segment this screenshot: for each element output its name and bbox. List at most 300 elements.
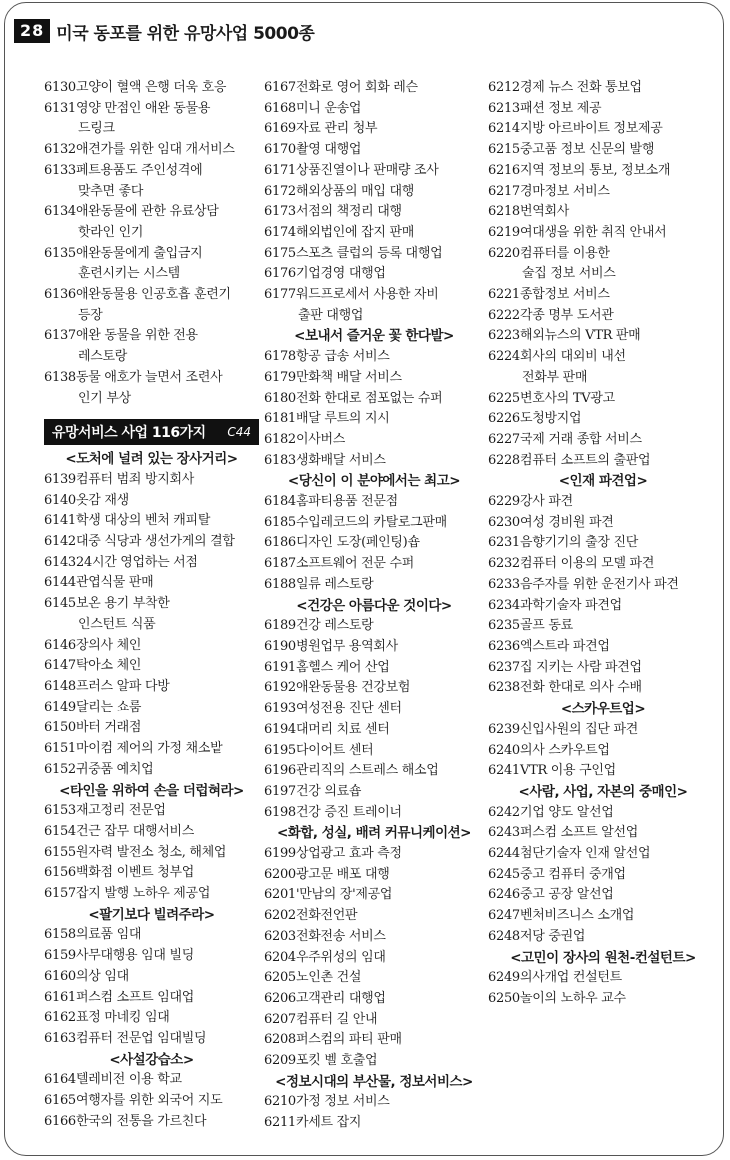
item-line: 홈헬스 케어 산업 xyxy=(296,659,390,675)
item-line: 컴퓨터 이용의 모델 파견 xyxy=(520,556,655,572)
item-line: 노인촌 건설 xyxy=(296,970,362,986)
book-title: 미국 동포를 위한 유망사업 5000종 xyxy=(56,23,315,44)
list-item xyxy=(264,1051,484,1072)
item-line: 여성전용 진단 센터 xyxy=(296,701,402,717)
list-item xyxy=(264,223,484,244)
list-item xyxy=(488,575,718,596)
item-number: 6224 xyxy=(488,349,520,365)
item-line: 전화 한대로 의사 수배 xyxy=(520,680,642,696)
item-text xyxy=(520,741,610,762)
item-number: 6246 xyxy=(488,887,520,903)
item-number: 6199 xyxy=(264,846,296,862)
item-line: 사무대행용 임대 빌딩 xyxy=(76,948,194,964)
item-line: 골프 동료 xyxy=(520,618,573,634)
list-item xyxy=(44,573,259,594)
item-text xyxy=(296,119,377,140)
item-line: '만남의 장'제공업 xyxy=(296,887,393,903)
item-number: 6136 xyxy=(44,287,76,303)
item-number: 6135 xyxy=(44,245,76,261)
item-text xyxy=(520,720,638,741)
item-text xyxy=(296,430,345,451)
item-number: 6249 xyxy=(488,970,520,986)
item-line: 지역 정보의 통보, 정보소개 xyxy=(520,162,671,178)
list-item xyxy=(488,389,718,410)
item-number: 6229 xyxy=(488,494,520,510)
list-item xyxy=(488,119,718,140)
list-item xyxy=(488,989,718,1010)
item-number: 6239 xyxy=(488,721,520,737)
list-item xyxy=(264,140,484,161)
item-line: 해외상품의 매입 대행 xyxy=(296,183,414,199)
item-line: 기업 양도 알선업 xyxy=(520,804,614,820)
item-number: 6149 xyxy=(44,699,76,715)
list-item xyxy=(488,658,718,679)
item-text xyxy=(520,99,601,120)
item-text xyxy=(296,451,386,472)
item-line: 우주위성의 임대 xyxy=(296,949,386,965)
section-banner xyxy=(44,419,259,445)
list-item xyxy=(44,78,259,99)
item-line: 음주자를 위한 운전기사 파견 xyxy=(520,576,679,592)
item-line: 해외법인에 잡지 판매 xyxy=(296,224,414,240)
item-number: 6167 xyxy=(264,80,296,95)
item-number: 6151 xyxy=(44,741,76,757)
item-line: 한국의 전통을 가르친다 xyxy=(76,1113,207,1129)
list-item xyxy=(44,1029,259,1050)
list-item xyxy=(264,803,484,824)
item-number: 6237 xyxy=(488,659,520,675)
item-line: 건강 의료숍 xyxy=(296,783,362,799)
item-line: 대머리 치료 센터 xyxy=(296,721,390,737)
item-text xyxy=(76,967,129,988)
list-item xyxy=(44,202,259,243)
item-number: 6209 xyxy=(264,1053,296,1069)
item-number: 6166 xyxy=(44,1113,76,1129)
item-text xyxy=(520,596,622,617)
item-line: 레스토랑 xyxy=(78,349,128,365)
item-number: 6192 xyxy=(264,680,296,696)
item-text xyxy=(520,844,650,865)
item-line: 컴퓨터 소프트의 출판업 xyxy=(520,452,651,468)
item-number: 6232 xyxy=(488,556,520,572)
item-number: 6161 xyxy=(44,989,76,1005)
item-text xyxy=(296,99,361,120)
item-line: 장의사 체인 xyxy=(76,637,142,653)
list-item xyxy=(44,553,259,574)
list-item xyxy=(264,906,484,927)
item-line: 의료품 임대 xyxy=(76,927,142,943)
item-text xyxy=(296,637,398,658)
item-line: 애완동물용 인공호흡 훈련기 xyxy=(76,287,231,303)
item-number: 6208 xyxy=(264,1032,296,1048)
item-line: 광고문 배포 대행 xyxy=(296,866,390,882)
item-line: 컴퓨터 범죄 방지회사 xyxy=(76,471,194,487)
item-number: 6163 xyxy=(44,1030,76,1046)
item-number: 6250 xyxy=(488,990,520,1006)
item-line: 항공 급송 서비스 xyxy=(296,349,390,365)
item-number: 6213 xyxy=(488,100,520,116)
list-item xyxy=(44,470,259,491)
item-number: 6217 xyxy=(488,183,520,199)
item-number: 6168 xyxy=(264,100,296,116)
item-number: 6186 xyxy=(264,535,296,551)
item-number: 6152 xyxy=(44,761,76,777)
item-line: 영양 만점인 애완 동물용 xyxy=(76,100,211,116)
item-text xyxy=(520,803,613,824)
item-number: 6205 xyxy=(264,970,296,986)
item-line: 애완동물에게 출입금지 xyxy=(76,245,203,261)
list-item xyxy=(264,1092,484,1113)
item-line: 고객관리 대행업 xyxy=(296,990,386,1006)
list-item xyxy=(44,739,259,760)
item-text xyxy=(296,575,373,596)
list-item xyxy=(264,948,484,969)
list-item xyxy=(488,306,718,327)
item-line: 상업광고 효과 측정 xyxy=(296,846,402,862)
list-item xyxy=(44,161,259,202)
item-number: 6197 xyxy=(264,783,296,799)
list-item xyxy=(264,202,484,223)
item-line: 카세트 잡지 xyxy=(296,1115,362,1131)
item-number: 6137 xyxy=(44,328,76,344)
item-text xyxy=(76,202,219,243)
item-number: 6241 xyxy=(488,763,520,779)
item-line: 번역회사 xyxy=(520,204,570,220)
item-line: 컴퓨터 길 안내 xyxy=(296,1011,378,1027)
item-line: 핫라인 인기 xyxy=(78,224,144,240)
item-text xyxy=(296,554,414,575)
item-number: 6162 xyxy=(44,1010,76,1026)
item-number: 6244 xyxy=(488,846,520,862)
item-line: 과학기술자 파견업 xyxy=(520,597,622,613)
item-number: 6182 xyxy=(264,431,296,447)
item-line: 집 지키는 사람 파견업 xyxy=(520,659,642,675)
item-text xyxy=(296,865,389,886)
category-heading: <정보시대의 부산물, 정보서비스> xyxy=(275,1073,473,1090)
item-number: 6221 xyxy=(488,287,520,303)
list-item xyxy=(488,409,718,430)
item-number: 6187 xyxy=(264,556,296,572)
item-line: 귀중품 예치업 xyxy=(76,761,154,777)
list-item xyxy=(488,968,718,989)
item-line: 벤처비즈니스 소개업 xyxy=(520,908,635,924)
item-number: 6193 xyxy=(264,701,296,717)
item-number: 6220 xyxy=(488,245,520,261)
item-number: 6196 xyxy=(264,763,296,779)
item-line: 이사버스 xyxy=(296,431,346,447)
item-number: 6172 xyxy=(264,183,296,199)
item-number: 6223 xyxy=(488,328,520,344)
item-line: 신입사원의 집단 파견 xyxy=(520,721,638,737)
item-line: 건근 잡무 대행서비스 xyxy=(76,823,194,839)
item-text xyxy=(296,513,447,534)
list-item xyxy=(264,533,484,554)
list-item xyxy=(264,844,484,865)
column-2 xyxy=(264,78,484,1134)
list-item xyxy=(44,511,259,532)
item-line: 일류 레스토랑 xyxy=(296,576,374,592)
item-text xyxy=(76,739,222,760)
item-line: 소프트웨어 전문 수퍼 xyxy=(296,556,414,572)
list-item xyxy=(44,946,259,967)
item-line: 종합정보 서비스 xyxy=(520,287,610,303)
item-line: 잡지 발행 노하우 제공업 xyxy=(76,886,211,902)
item-number: 6216 xyxy=(488,162,520,178)
item-line: 가정 정보 서비스 xyxy=(296,1094,390,1110)
item-number: 6243 xyxy=(488,825,520,841)
item-line: 첨단기술자 인재 알선업 xyxy=(520,846,651,862)
item-text xyxy=(76,161,202,202)
list-item xyxy=(44,368,259,409)
item-number: 6235 xyxy=(488,618,520,634)
item-number: 6148 xyxy=(44,678,76,694)
list-item xyxy=(488,554,718,575)
item-text xyxy=(296,1113,361,1134)
category-heading: <고민이 장사의 원천-컨설턴트> xyxy=(510,949,696,966)
item-text xyxy=(520,161,670,182)
item-number: 6175 xyxy=(264,245,296,261)
item-text xyxy=(520,409,581,430)
item-line: 홈파티용품 전문점 xyxy=(296,494,398,510)
section-code: C44 xyxy=(227,425,251,440)
section-title: 유망서비스 사업 116가지 xyxy=(52,425,206,442)
item-line: 수입레코드의 카탈로그판매 xyxy=(296,514,447,530)
list-item xyxy=(264,119,484,140)
item-line: 디자인 도장(페인팅)숍 xyxy=(296,535,420,551)
item-line: 술집 정보 서비스 xyxy=(522,266,616,282)
item-number: 6144 xyxy=(44,575,76,591)
item-number: 6180 xyxy=(264,390,296,406)
item-text xyxy=(520,389,615,410)
list-item xyxy=(488,885,718,906)
list-item xyxy=(488,803,718,824)
item-text xyxy=(296,202,402,223)
item-text xyxy=(76,946,194,967)
item-line: 바터 거래점 xyxy=(76,720,142,736)
item-line: 병원업무 용역회사 xyxy=(296,638,398,654)
item-text xyxy=(520,285,610,306)
list-item xyxy=(488,761,718,782)
item-number: 6176 xyxy=(264,266,296,282)
list-item xyxy=(488,140,718,161)
item-line: 훈련시키는 시스템 xyxy=(78,266,180,282)
list-item xyxy=(44,532,259,553)
item-text xyxy=(76,677,169,698)
column-3 xyxy=(488,78,718,1010)
list-item xyxy=(44,843,259,864)
item-text xyxy=(520,78,642,99)
item-text xyxy=(520,182,610,203)
category-heading: <인재 파견업> xyxy=(558,473,648,490)
item-text xyxy=(520,885,613,906)
item-line: 변호사의 TV광고 xyxy=(520,390,615,406)
item-number: 6159 xyxy=(44,948,76,964)
page-header xyxy=(14,18,314,44)
item-text xyxy=(296,368,402,389)
list-item xyxy=(44,698,259,719)
item-line: 지방 아르바이트 정보제공 xyxy=(520,121,663,137)
item-number: 6179 xyxy=(264,369,296,385)
item-line: 건강 증진 트레이너 xyxy=(296,804,402,820)
item-number: 6154 xyxy=(44,823,76,839)
item-number: 6145 xyxy=(44,596,76,612)
item-number: 6141 xyxy=(44,513,76,529)
item-number: 6211 xyxy=(264,1115,296,1131)
item-number: 6174 xyxy=(264,224,296,240)
item-number: 6233 xyxy=(488,576,520,592)
item-line: 등장 xyxy=(78,307,103,323)
item-text xyxy=(520,637,610,658)
item-text xyxy=(296,927,386,948)
item-line: 음향기기의 출장 진단 xyxy=(520,535,638,551)
item-text xyxy=(520,326,640,347)
item-text xyxy=(296,699,402,720)
item-line: 자료 관리 청부 xyxy=(296,121,378,137)
item-number: 6225 xyxy=(488,390,520,406)
item-line: 상품진열이나 판매량 조사 xyxy=(296,162,439,178)
item-text xyxy=(296,782,361,803)
item-text xyxy=(520,451,650,472)
item-text xyxy=(520,761,616,782)
item-text xyxy=(520,906,634,927)
item-number: 6230 xyxy=(488,514,520,530)
item-text xyxy=(520,927,585,948)
item-line: 표정 마네킹 임대 xyxy=(76,1010,170,1026)
item-line: VTR 이용 구인업 xyxy=(520,763,616,779)
list-item xyxy=(488,492,718,513)
item-number: 6183 xyxy=(264,452,296,468)
item-line: 애완동물에 관한 유료상담 xyxy=(76,204,219,220)
item-number: 6214 xyxy=(488,121,520,137)
item-number: 6188 xyxy=(264,576,296,592)
list-item xyxy=(44,99,259,140)
item-line: 드링크 xyxy=(78,121,115,137)
category-heading: <사람, 사업, 자본의 중매인> xyxy=(518,783,688,800)
list-item xyxy=(488,78,718,99)
list-item xyxy=(44,967,259,988)
list-item xyxy=(264,989,484,1010)
list-item xyxy=(264,1010,484,1031)
item-text xyxy=(520,513,613,534)
category-heading: <사설강습소> xyxy=(109,1051,194,1068)
list-item xyxy=(488,906,718,927)
item-line: 미니 운송업 xyxy=(296,100,362,116)
list-item xyxy=(488,513,718,534)
item-number: 6158 xyxy=(44,927,76,943)
item-line: 대중 식당과 생선가게의 결합 xyxy=(76,534,235,550)
item-line: 전화부 판매 xyxy=(522,369,588,385)
item-number: 6142 xyxy=(44,534,76,550)
item-text xyxy=(520,658,642,679)
item-text xyxy=(520,306,613,327)
list-item xyxy=(488,637,718,658)
item-number: 6200 xyxy=(264,866,296,882)
item-text xyxy=(296,720,389,741)
item-text xyxy=(520,989,626,1010)
item-number: 6164 xyxy=(44,1072,76,1088)
item-text xyxy=(520,223,666,244)
item-line: 여성 경비원 파견 xyxy=(520,514,614,530)
list-item xyxy=(488,182,718,203)
item-line: 스포츠 클럽의 등록 대행업 xyxy=(296,245,443,261)
item-text xyxy=(76,532,235,553)
item-text xyxy=(520,554,654,575)
list-item xyxy=(488,99,718,120)
item-line: 퍼스컴 소프트 알선업 xyxy=(520,825,638,841)
item-line: 탁아소 체인 xyxy=(76,658,142,674)
item-line: 옷감 재생 xyxy=(76,492,129,508)
item-line: 강사 파견 xyxy=(520,494,573,510)
item-number: 6212 xyxy=(488,80,520,95)
list-item xyxy=(488,865,718,886)
item-number: 6203 xyxy=(264,928,296,944)
item-number: 6206 xyxy=(264,990,296,1006)
item-number: 6207 xyxy=(264,1011,296,1027)
item-line: 동물 애호가 늘면서 조련사 xyxy=(76,369,223,385)
item-number: 6170 xyxy=(264,142,296,158)
category-heading: <보내서 즐거운 꽃 한다발> xyxy=(294,328,454,345)
list-item xyxy=(488,678,718,699)
list-item xyxy=(264,885,484,906)
item-text xyxy=(296,1030,402,1051)
list-item xyxy=(44,988,259,1009)
item-number: 6226 xyxy=(488,411,520,427)
item-line: 여대생을 위한 취직 안내서 xyxy=(520,224,667,240)
category-heading: <당신이 이 분야에서는 최고> xyxy=(287,473,461,490)
item-text xyxy=(296,492,398,513)
list-item xyxy=(488,596,718,617)
item-text xyxy=(296,409,389,430)
item-number: 6133 xyxy=(44,162,76,178)
item-line: 퍼스컴의 파티 판매 xyxy=(296,1032,402,1048)
item-text xyxy=(520,430,642,451)
list-item xyxy=(264,616,484,637)
list-item xyxy=(264,968,484,989)
item-line: 마이컴 제어의 가정 채소밭 xyxy=(76,741,223,757)
item-number: 6171 xyxy=(264,162,296,178)
item-line: 여행자를 위한 외국어 지도 xyxy=(76,1093,223,1109)
list-item xyxy=(488,927,718,948)
item-number: 6169 xyxy=(264,121,296,137)
item-number: 6204 xyxy=(264,949,296,965)
item-text xyxy=(296,161,439,182)
item-line: 배달 루트의 지시 xyxy=(296,411,390,427)
item-line: 중고 컴퓨터 중개업 xyxy=(520,866,626,882)
item-text xyxy=(76,1091,222,1112)
item-number: 6247 xyxy=(488,908,520,924)
list-item xyxy=(44,760,259,781)
item-text xyxy=(76,1008,169,1029)
item-number: 6222 xyxy=(488,307,520,323)
list-item xyxy=(264,741,484,762)
list-item xyxy=(44,326,259,367)
item-text xyxy=(76,636,141,657)
list-item xyxy=(488,430,718,451)
list-item xyxy=(488,202,718,223)
list-item xyxy=(44,822,259,843)
item-line: 원자력 발전소 청소, 해체업 xyxy=(76,844,227,860)
list-item xyxy=(264,782,484,803)
item-text xyxy=(76,491,129,512)
item-line: 엑스트라 파견업 xyxy=(520,638,610,654)
item-line: 중고 공장 알선업 xyxy=(520,887,614,903)
item-text xyxy=(520,616,573,637)
item-number: 6227 xyxy=(488,431,520,447)
item-line: 달리는 쇼룸 xyxy=(76,699,142,715)
list-item xyxy=(264,554,484,575)
item-line: 24시간 영업하는 서점 xyxy=(76,554,198,570)
list-item xyxy=(44,884,259,905)
